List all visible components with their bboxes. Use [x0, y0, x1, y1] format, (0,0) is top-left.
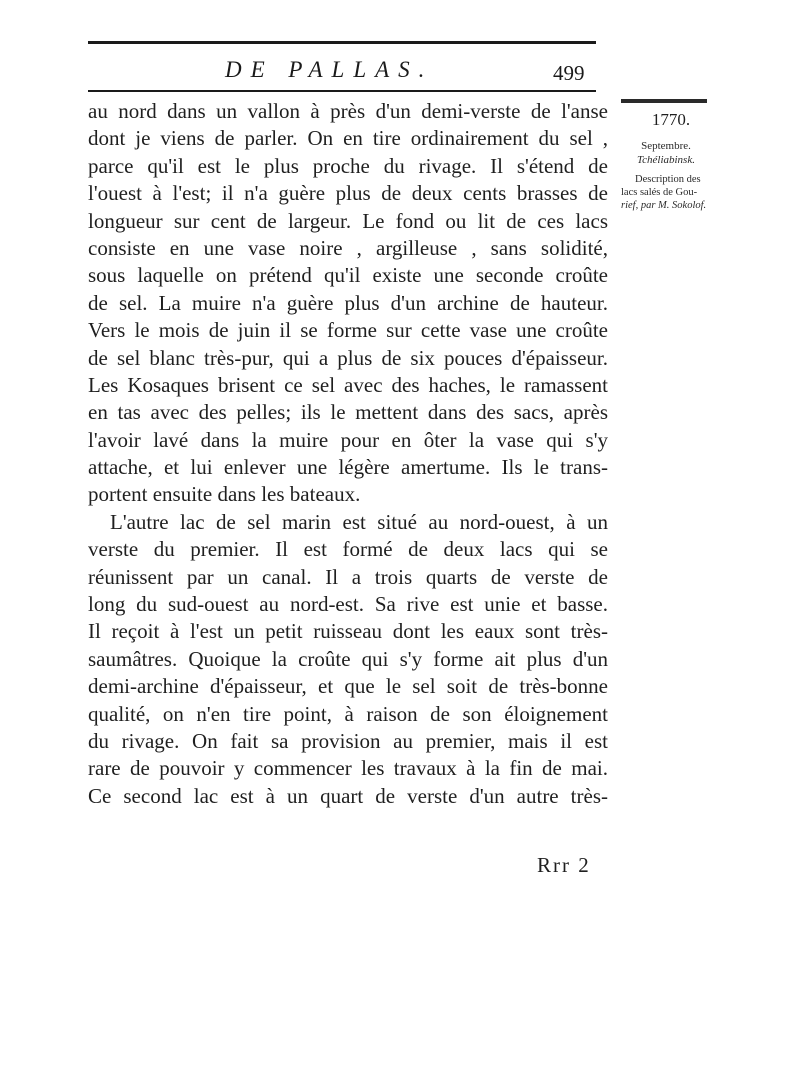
- text-line: rare de pouvoir y commencer les travaux à la fin de mai.: [88, 756, 608, 781]
- text-line: de sel. La muire n'a guère plus d'un archine de hauteur.: [88, 290, 608, 315]
- text-line: au nord dans un vallon à près d'un demi-verste de l'anse: [88, 99, 608, 123]
- text-line: de sel blanc très-pur, qui a plus de six pouces d'épaisseur.: [88, 345, 608, 370]
- text-line: long du sud-ouest au nord-est. Sa rive est unie et basse.: [88, 592, 608, 617]
- text-line: sous laquelle on prétend qu'il existe une seconde croûte: [88, 263, 608, 288]
- text-line: attache, et lui enlever une légère amertume. Ils le trans-: [88, 455, 608, 480]
- body-paragraphs: [88, 98, 608, 810]
- text-line: saumâtres. Quoique la croûte qui s'y forme ait plus d'un: [88, 646, 608, 671]
- text-line: portent ensuite dans les bateaux.: [88, 482, 361, 507]
- text-line: du rivage. On fait sa provision au premier, mais il est: [88, 728, 608, 753]
- text-line: L'autre lac de sel marin est situé au nord-ouest, à un: [110, 509, 608, 534]
- text-line: consiste en une vase noire , argilleuse , sans solidité,: [88, 235, 608, 260]
- margin-month: Septembre.: [641, 140, 691, 152]
- margin-place: Tchéliabinsk.: [637, 154, 695, 166]
- text-line: parce qu'il est le plus proche du rivage. Il s'étend de: [88, 153, 608, 178]
- text-line: Ce second lac est à un quart de verste d'un autre très-: [88, 783, 608, 808]
- page-number: 499: [553, 61, 585, 85]
- text-line: qualité, on n'en tire point, à raison de son éloignement: [88, 701, 608, 726]
- text-line: en tas avec des pelles; ils le mettent dans des sacs, après: [88, 400, 608, 425]
- margin-description-line: lacs salés de Gou-: [621, 187, 698, 198]
- text-line: dont je viens de parler. On en tire ordinairement du sel ,: [88, 126, 608, 151]
- margin-description-line: rief, par M. Sokolof.: [621, 200, 707, 211]
- text-line: verste du premier. Il est formé de deux lacs qui se: [88, 537, 608, 562]
- text-line: demi-archine d'épaisseur, et que le sel soit de très-bonne: [88, 674, 608, 699]
- margin-description: [621, 173, 713, 212]
- signature-mark: Rrr 2: [537, 853, 591, 877]
- header-rule: [88, 90, 596, 92]
- text-line: l'avoir lavé dans la muire pour en ôter la vase qui s'y: [88, 427, 608, 452]
- margin-description-line: Description des: [635, 174, 701, 185]
- text-line: réunissent par un canal. Il a trois quarts de verste de: [88, 564, 608, 589]
- margin-year: 1770.: [651, 110, 691, 129]
- text-line: Les Kosaques brisent ce sel avec des haches, le ramassent: [88, 372, 608, 397]
- top-rule: [88, 41, 596, 44]
- margin-ornament-rule: [621, 99, 707, 103]
- text-line: Vers le mois de juin il se forme sur cette vase une croûte: [88, 318, 608, 343]
- text-line: l'ouest à l'est; il n'a guère plus de deux cents brasses de: [88, 181, 608, 206]
- text-line: longueur sur cent de largeur. Le fond ou lit de ces lacs: [88, 208, 608, 233]
- running-header: DE PALLAS.: [225, 57, 434, 82]
- text-line: Il reçoit à l'est un petit ruisseau dont les eaux sont très-: [88, 619, 608, 644]
